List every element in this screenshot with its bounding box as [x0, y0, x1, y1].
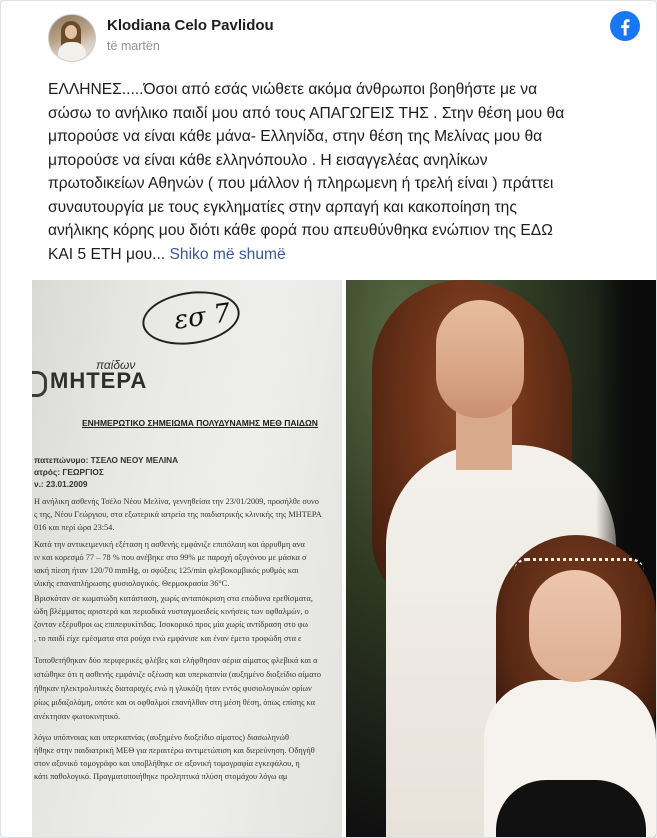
hospital-logo-icon	[32, 371, 47, 397]
post-text-line: μπορούσε να είναι κάθε ελληνόπουλο . Η εισαγγελέας ανηλίκων	[48, 151, 488, 169]
post-text-line: σώσω το ανήλικο παιδί μου από τους ΑΠΑΓΩΓΕΙΣ ΤΗΣ . Στην θέση μου θα	[48, 104, 565, 122]
post-text-line: συναυτουργία με τους εγκληματίες στην αρπαγή και κακοποίηση της	[48, 198, 517, 216]
photo-mother-face	[436, 300, 524, 418]
document-heading: ΕΝΗΜΕΡΩΤΙΚΟ ΣΗΜΕΙΩΜΑ ΠΟΛΥΔΥΝΑΜΗΣ ΜΕΘ ΠΑΙΔΩΝ	[82, 418, 318, 428]
document-text-line: ήθηκαν ηλεκτρολυτικές διαταραχές ενώ η γλυκόζη ήταν εντός φυσιολογικών ορίων	[34, 684, 312, 693]
post-media	[32, 280, 656, 838]
avatar-face	[65, 25, 77, 39]
document-text-line: Κατά την αντικειμενική εξέταση η ασθενής εμφάνιζε επιπόλαιη και άρρυθμη ανα	[34, 540, 305, 549]
stamp-number: εσ 7	[172, 298, 233, 336]
document-text-line: πατεπώνυμο: ΤΣΕΛΟ ΝΕΟΥ ΜΕΛΙΝΑ	[34, 455, 179, 465]
document-text-line: λόγω υπόπνοιας και υπερκαπνίας (αυξημένο διοξείδιο αίματος) διασωληνώθ	[34, 733, 289, 742]
author-avatar[interactable]	[48, 14, 96, 62]
photo-girl-headband	[514, 558, 644, 571]
document-text-line: στον αξονικό τομογράφο και υποβλήθηκε σε αξονική τομογραφία εγκεφάλου, η	[34, 759, 300, 768]
avatar-body	[58, 42, 86, 62]
author-name[interactable]: Klodiana Celo Pavlidou	[107, 17, 274, 34]
document-text-line: κάτι παθολογικό. Πραγματοποιήθηκε προληπτικά πλύση στομάχου λόγω αμ	[34, 772, 288, 781]
document-text-line: ς της, Νέου Γεώργιου, στα εξωτερικά ιατρεία της παιδιατρικής κλινικής της ΜΗΤΕΡΑ	[34, 510, 322, 519]
hospital-logo-name: ΜΗΤΕΡΑ	[50, 368, 148, 393]
document-photo[interactable]	[32, 280, 342, 837]
post-text-line: ΚΑΙ 5 ΕΤΗ μου...	[48, 245, 170, 263]
document-text-line: Τοποθετήθηκαν δύο περιφερικές φλέβες και ελήφθησαν αέρια αίματος φλεβικά και α	[34, 656, 318, 665]
document-text-line: , το παιδί είχε εμέσματα στα ρούχα ενώ εμφάνισε και έναν έμετο τροφώδη στα ε	[34, 634, 302, 643]
document-text-line: ζονταν εξέρυθροι ως επιπεφυκίτιδας. Ισοκορικό προς μία χωρίς αντίδραση στο φω	[34, 620, 308, 629]
document-text-line: ιν και κορεσμό 77 – 78 % που ανέβηκε στο 99% με παροχή οξυγόνου με μάσκα σ	[34, 553, 307, 562]
document-text-line: ιστώθηκε ότι η ασθενής εμφάνιζε οξέωση και υπερκαπνία (αυξημένο διοξείδιο αίματο	[34, 670, 322, 679]
document-text-line: ιλικής επαναπλήρωσης φυσιολογικός. Θερμοκρασία 36°C.	[34, 579, 230, 588]
post-text-line: μπορούσε να είναι κάθε μάνα- Ελληνίδα, στην θέση της Μελίνας μου θα	[48, 128, 543, 145]
post-text-line: ΕΛΛΗΝΕΣ.....Όσοι από εσάς νιώθετε ακόμα άνθρωποι βοηθήστε με να	[48, 81, 538, 98]
document-text-line: ν.: 23.01.2009	[34, 479, 88, 489]
document-text-line: ατρός: ΓΕΩΡΓΙΟΣ	[34, 467, 104, 477]
post-text-line: πρωτοδικείων Αθηνών ( που μάλλον ή πληρωμενη ή τρελή είναι ) πράττει	[48, 175, 554, 192]
document-text-line: ρίως μιδαζολάμη, οπότε και οι οφθαλμοί επανήλθαν στη μέση θέση, όπως επίσης κα	[34, 698, 315, 707]
photo-heart-print	[496, 780, 646, 837]
family-photo[interactable]	[346, 280, 656, 837]
document-text-line: ώδη βλέμματος αριστερά και περιοδικά νυσταγμοειδείς κινήσεις των οφθαλμών, ο	[34, 607, 309, 616]
see-more-link[interactable]: Shiko më shumë	[169, 245, 286, 263]
document-text-line: ιακή πίεση ήταν 120/70 mmHg, οι σφύξεις 125/min φλεβοκομβικός ρυθμός και	[34, 566, 299, 575]
post-text-line: ανήλικης κόρης μου διότι κάθε φορά που απευθύνθηκα ενώπιον της ΕΔΩ	[48, 222, 553, 239]
post-body-text	[48, 78, 633, 266]
post-header	[1, 1, 656, 67]
document-text-line: ήθηκε στην παιδιατρική ΜΕΘ για περαιτέρω αντιμετώπιση και διερεύνηση. Οδηγήθ	[34, 746, 315, 755]
document-text-line: 016 και περί ώρα 23:54.	[34, 523, 115, 532]
hospital-logo-small: παίδων	[96, 358, 136, 372]
post-timestamp[interactable]: të martën	[107, 39, 160, 53]
photo-girl-face	[529, 570, 621, 682]
document-text-line: Η ανήλικη ασθενής Τσέλο Νέου Μελίνα, γεννηθείσα την 23/01/2009, προσήλθε συνο	[34, 497, 319, 506]
document-text-line: ανέκτησαν φωτοκινητικό.	[34, 712, 121, 721]
document-text-line: Βρισκόταν σε κωματώδη κατάσταση, χωρίς ανταπόκριση στα επώδυνα ερεθίσματα,	[34, 594, 313, 603]
post-text-last-line	[48, 243, 633, 267]
facebook-icon	[610, 11, 640, 41]
